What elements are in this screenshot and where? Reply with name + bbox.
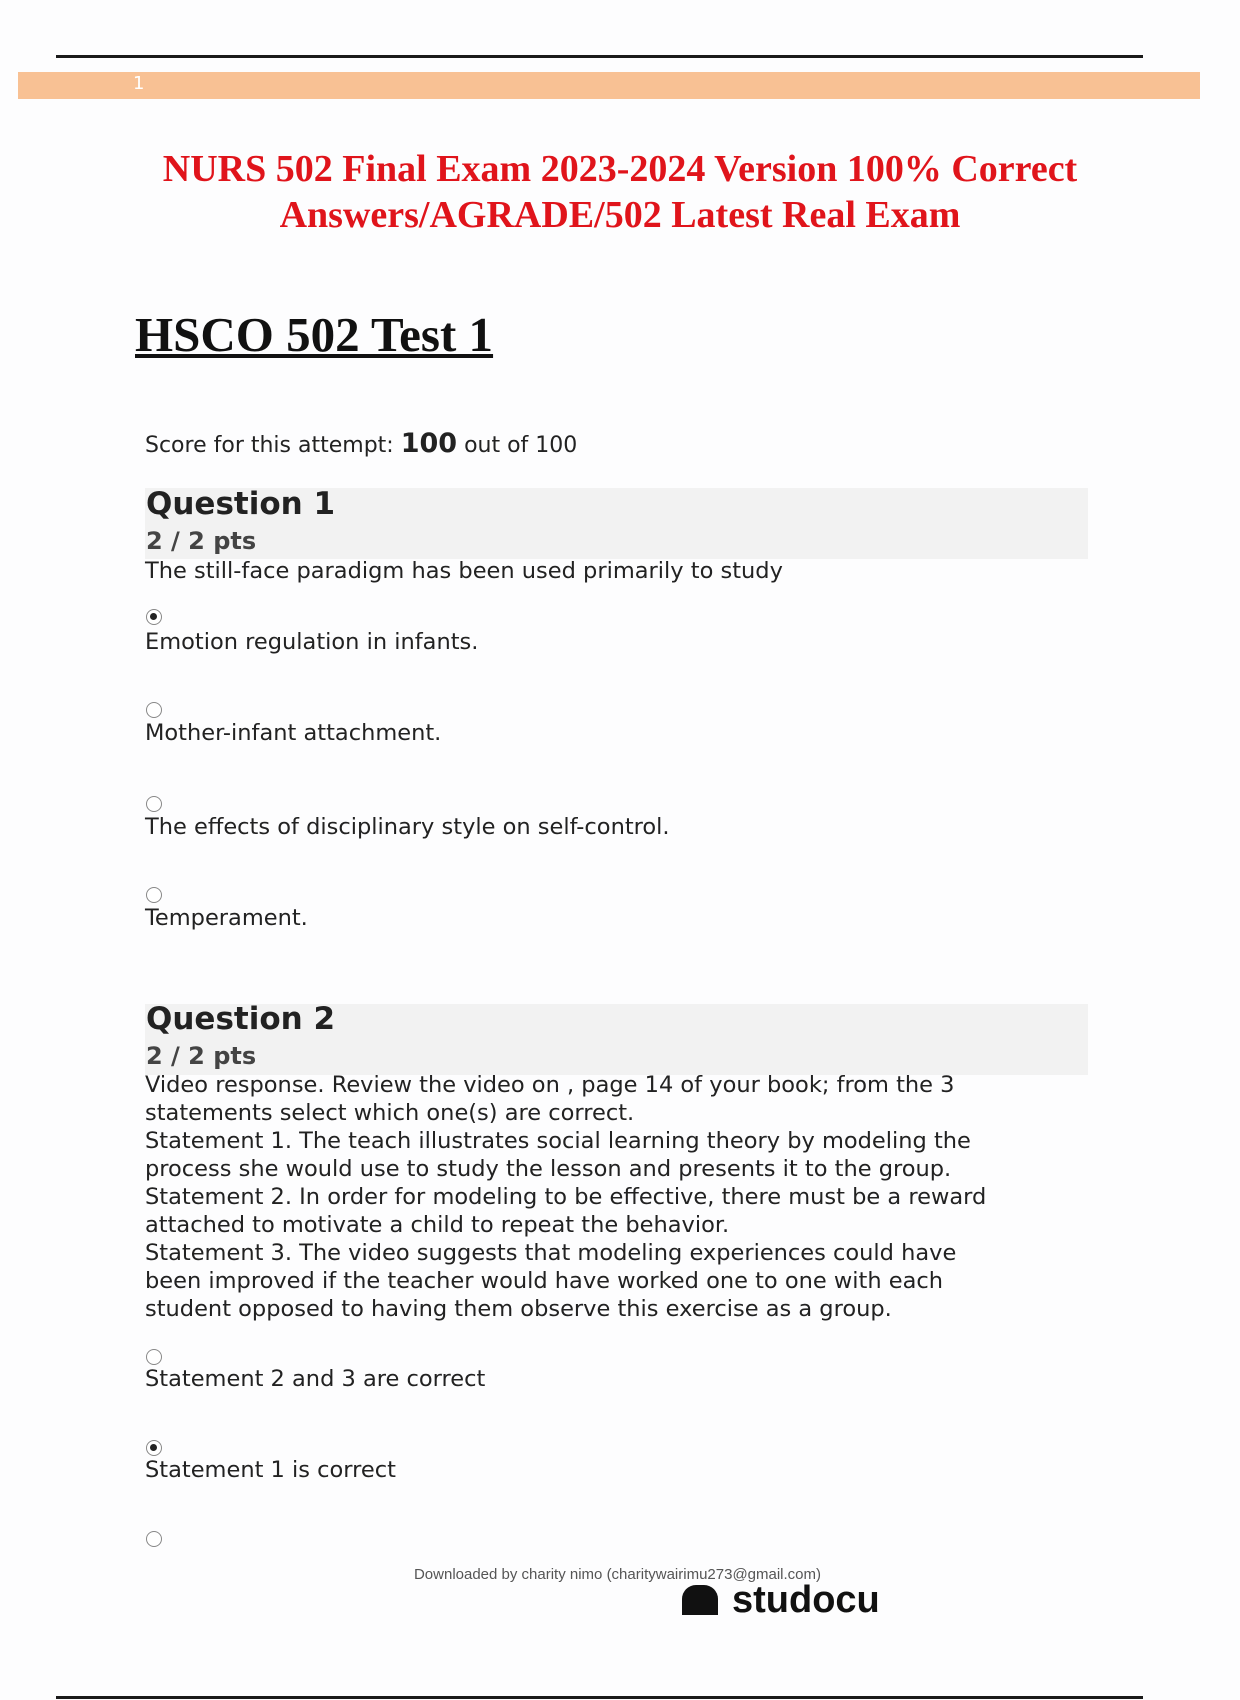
q1-option-1[interactable]: Emotion regulation in infants.: [145, 629, 479, 655]
q2-text-line: been improved if the teacher would have worked one to one with each: [145, 1268, 944, 1294]
q2-text-line: student opposed to having them observe this exercise as a group.: [145, 1296, 892, 1322]
q2-text-line: Statement 2. In order for modeling to be effective, there must be a reward: [145, 1184, 987, 1210]
radio-q1-option-2[interactable]: [146, 702, 162, 718]
title-line-1: NURS 502 Final Exam 2023-2024 Version 100% Correct: [162, 148, 1078, 190]
q1-option-4[interactable]: Temperament.: [145, 905, 308, 931]
radio-q2-option-2[interactable]: [146, 1440, 162, 1456]
q2-option-1[interactable]: Statement 2 and 3 are correct: [145, 1366, 486, 1392]
q2-text-line: process she would use to study the lesson and presents it to the group.: [145, 1156, 952, 1182]
q2-text-line: Statement 1. The teach illustrates social learning theory by modeling the: [145, 1128, 971, 1154]
score-line: [145, 428, 577, 459]
footer-rule: [56, 1696, 1143, 1699]
test-heading: HSCO 502 Test 1: [135, 307, 494, 362]
radio-q1-option-4[interactable]: [146, 887, 162, 903]
radio-q1-option-3[interactable]: [146, 796, 162, 812]
radio-q2-option-1[interactable]: [146, 1349, 162, 1365]
studocu-logo: [682, 1579, 882, 1621]
question-1-title: Question 1: [146, 486, 336, 522]
q2-text-line: statements select which one(s) are correct.: [145, 1100, 635, 1126]
header-rule: [56, 55, 1143, 58]
question-1-text: The still-face paradigm has been used primarily to study: [145, 558, 783, 584]
q1-option-2[interactable]: Mother-infant attachment.: [145, 720, 442, 746]
q1-option-3[interactable]: The effects of disciplinary style on self-control.: [145, 814, 670, 840]
score-label: Score for this attempt:: [145, 433, 394, 458]
question-2-points: 2 / 2 pts: [146, 1042, 257, 1070]
studocu-logo-text: studocu: [732, 1579, 880, 1621]
q2-text-line: Video response. Review the video on , page 14 of your book; from the 3: [145, 1072, 955, 1098]
radio-q1-option-1[interactable]: [146, 609, 162, 625]
question-1-points: 2 / 2 pts: [146, 527, 257, 555]
question-2-title: Question 2: [146, 1001, 336, 1037]
radio-q2-option-3[interactable]: [146, 1531, 162, 1547]
page-number: 1: [133, 73, 145, 94]
score-suffix: out of 100: [464, 433, 578, 458]
q2-option-2[interactable]: Statement 1 is correct: [145, 1457, 396, 1483]
score-value: 100: [400, 428, 458, 459]
download-footer: Downloaded by charity nimo (charitywairimu273@gmail.com): [413, 1566, 822, 1583]
q2-text-line: Statement 3. The video suggests that modeling experiences could have: [145, 1240, 957, 1266]
page-band: [18, 72, 1200, 99]
studocu-logo-icon: [682, 1585, 718, 1615]
document-title: [0, 146, 1240, 238]
question-2-text: [145, 1071, 1105, 1323]
title-line-2: Answers/AGRADE/502 Latest Real Exam: [279, 194, 961, 236]
q2-text-line: attached to motivate a child to repeat the behavior.: [145, 1212, 730, 1238]
